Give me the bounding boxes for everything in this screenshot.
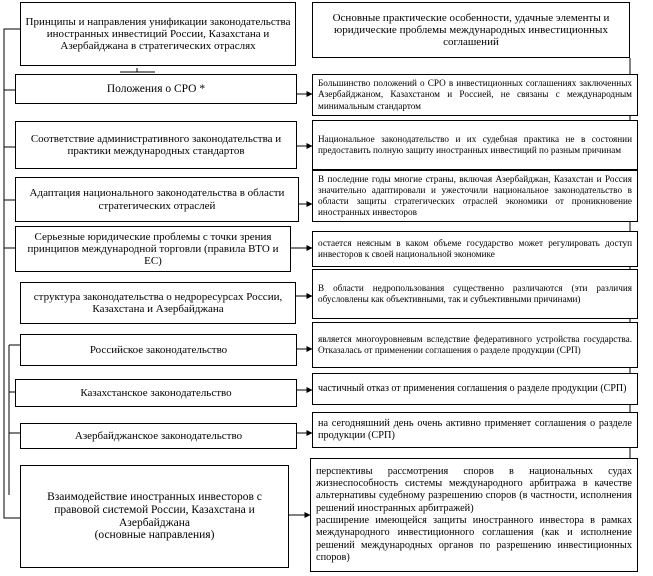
left-header-text: Принципы и направления унификации законодательства иностранных инвестиций России, Казахстана и Азербайджана в стратегических отраслях xyxy=(25,15,291,53)
wto-problems-text: Серьезные юридические проблемы с точки зрения принципов международной торговли (правила ВТО и ЕС) xyxy=(27,230,279,268)
national-adaptation-box xyxy=(15,177,299,222)
investor-interaction-text: Взаимодействие иностранных инвесторов с правовой системой России, Казахстана и Азербайджана (основные направления) xyxy=(47,490,262,542)
cro-provisions-box xyxy=(15,74,297,104)
subsoil-differences-box xyxy=(312,269,638,319)
national-protection-box xyxy=(312,120,638,170)
kazakh-legislation-text: Казахстанское законодательство xyxy=(80,386,232,399)
national-adaptation-text: Адаптация национального законодательства в области стратегических отраслей xyxy=(29,187,285,212)
dispute-resolution-text: перспективы рассмотрения споров в национальных судах жизнеспособность системы международного арбитража в качестве альтернативы судебному разрешению споров (в частности, исполнения решений иностранных арбитражей) расширение имеющейся защиты иностранного инвестора в рамках международного инвестиционного соглашения (как и исполнение решений международных органов по разрешению инвестиционных споров) xyxy=(316,465,632,564)
azerbaijani-legislation-box xyxy=(20,423,297,449)
left-header-box xyxy=(20,2,296,66)
cro-standard-text: Большинство положений о СРО в инвестиционных соглашениях заключенных Азербайджаном, Казахстаном и Россией, не связаны с международным минимальным стандартом xyxy=(318,78,632,111)
russia-psa-text: является многоуровневым вследствие федеративного устройства государства. Отказалась от применении соглашения о разделе продукции (СРП) xyxy=(318,333,632,355)
state-regulation-box xyxy=(312,231,638,267)
admin-compliance-box xyxy=(15,121,297,169)
russian-legislation-box xyxy=(20,334,297,366)
kazakhstan-psa-text: частичный отказ от применения соглашения о разделе продукции (СРП) xyxy=(318,382,627,394)
strategic-sectors-box xyxy=(312,170,638,222)
investor-interaction-box xyxy=(20,465,289,568)
russia-psa-box xyxy=(312,322,638,368)
right-header-box xyxy=(312,2,630,58)
national-protection-text: Национальное законодательство и их судебная практика не в состоянии предоставить полную защиту иностранных инвестиций по разным причинам xyxy=(318,133,632,155)
kazakhstan-psa-box xyxy=(312,373,638,405)
cro-standard-box xyxy=(312,74,638,116)
azerbaijan-psa-text: на сегодняшний день очень активно применяет соглашения о разделе продукции (СРП) xyxy=(318,417,632,441)
right-header-text: Основные практические особенности, удачные элементы и юридические проблемы международных инвестиционных соглашений xyxy=(332,11,610,49)
admin-compliance-text: Соответствие административного законодательства и практики международных стандартов xyxy=(30,132,282,157)
wto-problems-box xyxy=(15,226,291,272)
subsoil-structure-box xyxy=(20,282,296,324)
subsoil-structure-text: структура законодательства о недроресурсах России, Казахстана и Азербайджана xyxy=(33,290,283,315)
strategic-sectors-text: В последние годы многие страны, включая Азербайджан, Казахстан и Россия значительно адаптировали и ужесточили национальное законодательство в области защиты стратегических отраслей экономики от проникновение иностранных инвесторов xyxy=(318,173,632,218)
azerbaijan-psa-box xyxy=(312,412,638,448)
dispute-resolution-box xyxy=(310,458,638,572)
azerbaijani-legislation-text: Азербайджанское законодательство xyxy=(74,429,243,442)
cro-provisions-text: Положения о СРО * xyxy=(106,82,206,95)
kazakh-legislation-box xyxy=(15,379,297,407)
subsoil-differences-text: В области недропользования существенно различаются (эти различия обусловлены как объективными, так и субъективными причинами) xyxy=(318,282,632,304)
russian-legislation-text: Российское законодательство xyxy=(89,343,228,356)
state-regulation-text: остается неясным в каком объеме государство может регулировать доступ инвесторов к своей национальной экономике xyxy=(318,237,632,259)
